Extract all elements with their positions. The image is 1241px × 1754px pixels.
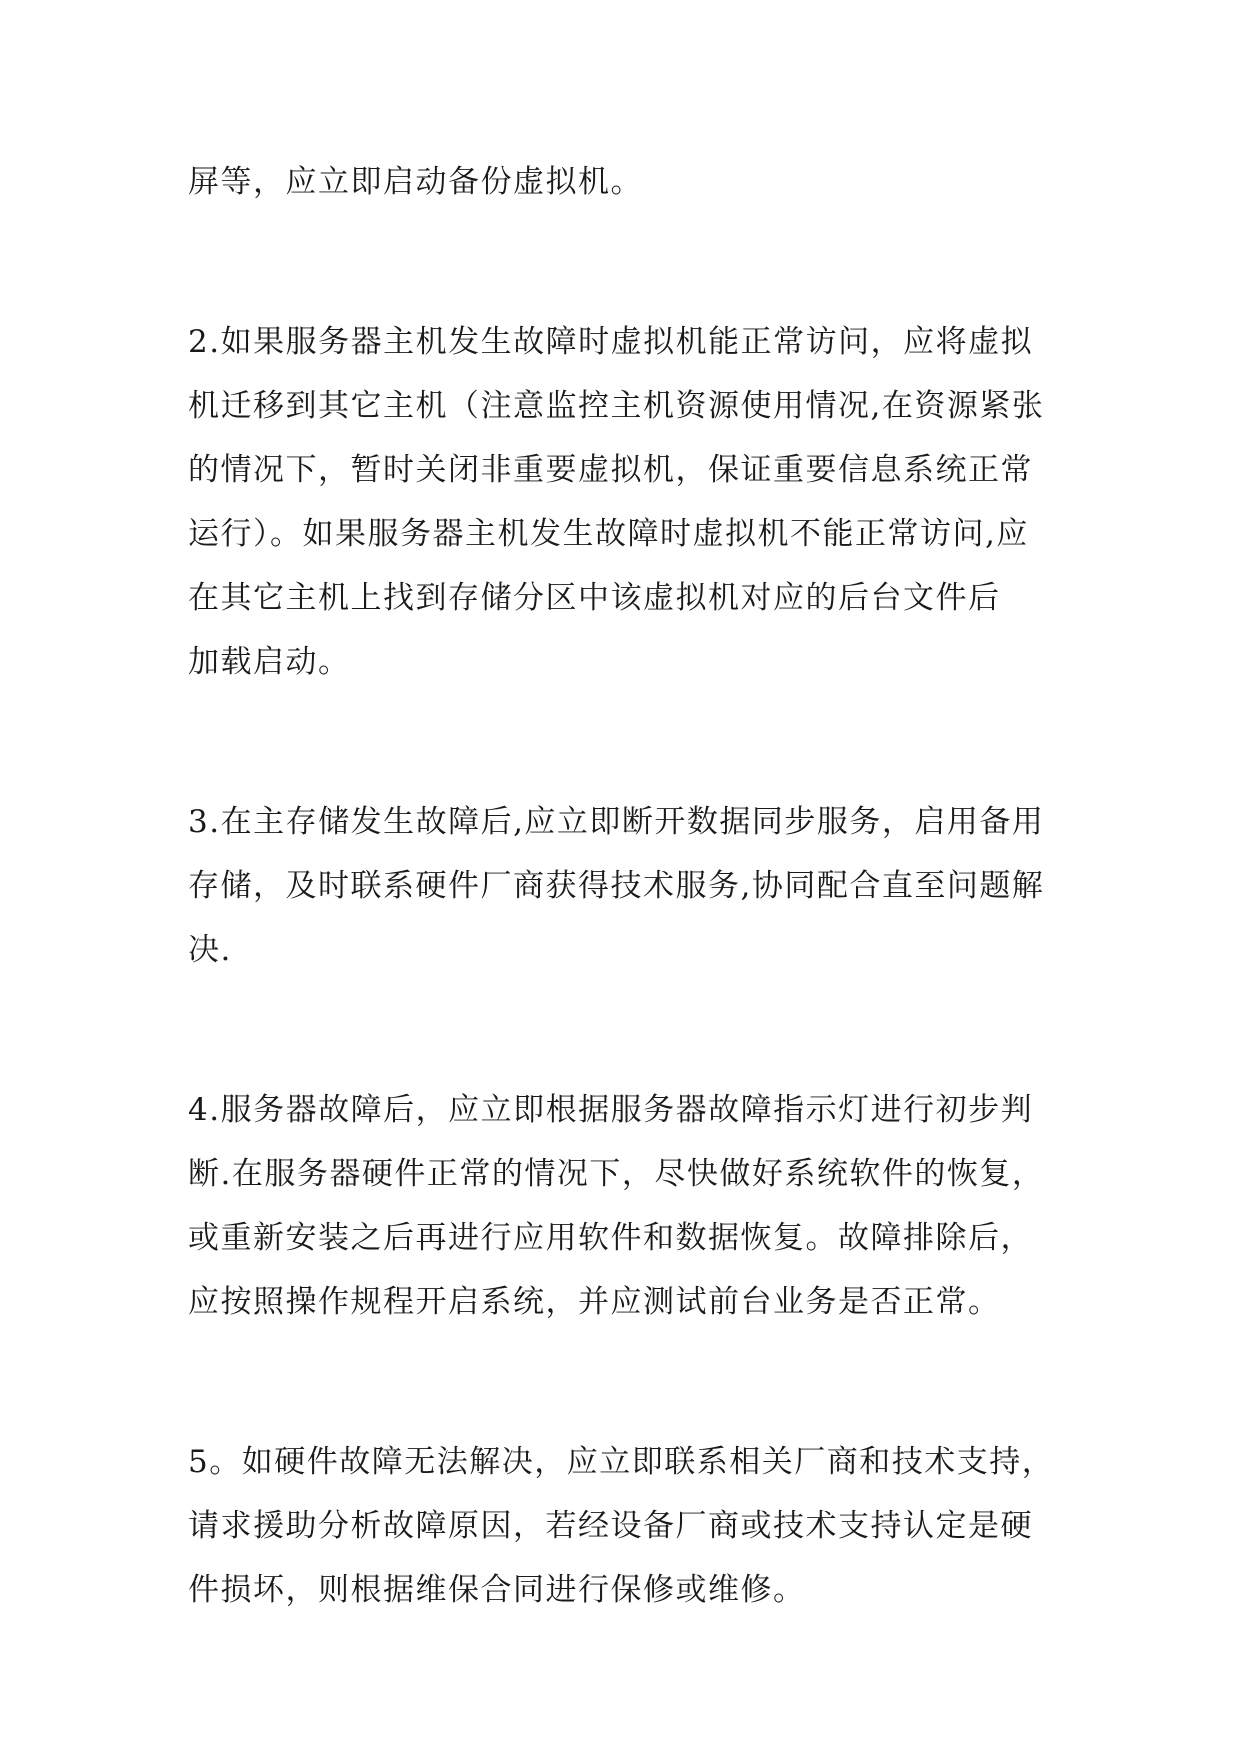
paragraph-spacer — [188, 982, 1058, 1078]
paragraph-line: 决. — [188, 932, 232, 968]
paragraph-1 — [188, 150, 1058, 214]
paragraph-line: 存储，及时联系硬件厂商获得技术服务,协同配合直至问题解 — [188, 868, 1045, 904]
paragraph-line: 请求援助分析故障原因，若经设备厂商或技术支持认定是硬 — [188, 1508, 1033, 1544]
paragraph-line: 件损坏，则根据维保合同进行保修或维修。 — [188, 1572, 806, 1608]
paragraph-line: 屏等，应立即启动备份虚拟机。 — [188, 164, 643, 200]
paragraph-line: 5。如硬件故障无法解决，应立即联系相关厂商和技术支持， — [188, 1444, 1055, 1480]
paragraph-line: 3.在主存储发生故障后,应立即断开数据同步服务，启用备用 — [188, 804, 1045, 840]
paragraph-spacer — [188, 214, 1058, 310]
paragraph-line: 断.在服务器硬件正常的情况下，尽快做好系统软件的恢复， — [188, 1156, 1045, 1192]
paragraph-line: 或重新安装之后再进行应用软件和数据恢复。故障排除后， — [188, 1220, 1033, 1256]
paragraph-spacer — [188, 1334, 1058, 1430]
document-body — [188, 150, 1058, 1622]
paragraph-line: 的情况下，暂时关闭非重要虚拟机，保证重要信息系统正常 — [188, 452, 1033, 488]
paragraph-4 — [188, 1078, 1058, 1334]
paragraph-spacer — [188, 694, 1058, 790]
paragraph-line: 应按照操作规程开启系统，并应测试前台业务是否正常。 — [188, 1284, 1001, 1320]
paragraph-line: 在其它主机上找到存储分区中该虚拟机对应的后台文件后 — [188, 580, 1001, 616]
paragraph-line: 4.服务器故障后，应立即根据服务器故障指示灯进行初步判 — [188, 1092, 1034, 1128]
paragraph-line: 加载启动。 — [188, 644, 351, 680]
paragraph-line: 2.如果服务器主机发生故障时虚拟机能正常访问，应将虚拟 — [188, 324, 1034, 360]
paragraph-2 — [188, 310, 1058, 694]
paragraph-line: 运行）。如果服务器主机发生故障时虚拟机不能正常访问,应 — [188, 516, 1029, 552]
paragraph-3 — [188, 790, 1058, 982]
paragraph-5 — [188, 1430, 1058, 1622]
paragraph-line: 机迁移到其它主机（注意监控主机资源使用情况,在资源紧张 — [188, 388, 1045, 424]
